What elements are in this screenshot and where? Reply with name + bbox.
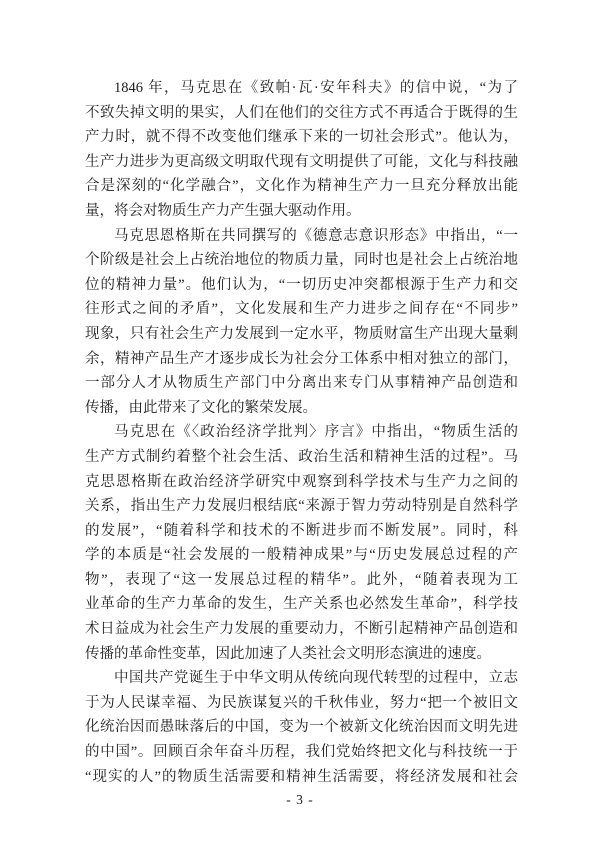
text-line: 往形式之间的矛盾”，文化发展和生产力进步之间存在“不同步” xyxy=(85,301,518,318)
text-line: 现象，只有社会生产力发展到一定水平，物质财富生产出现大量剩 xyxy=(85,325,518,342)
text-line: 位的精神力量”。他们认为，“一切历史冲突都根源于生产力和交 xyxy=(85,276,518,293)
text-line: 物”，表现了“这一发展总过程的精华”。此外，“随着表现为工 xyxy=(85,571,518,588)
text-line: 不致失掉文明的果实，人们在他们的交往方式不再适合于既得的生 xyxy=(85,104,518,121)
text-line: 克思恩格斯在政治经济学研究中观察到科学技术与生产力之间的 xyxy=(85,473,518,490)
text-line: 传播的革命性变革，因此加速了人类社会文明形态演进的速度。 xyxy=(85,645,491,662)
text-line: 业革命的生产力革命的发生，生产关系也必然发生革命”，科学技 xyxy=(85,596,518,613)
text-line: 量，将会对物质生产力产生强大驱动作用。 xyxy=(85,202,361,219)
text-line: 的发展”，“随着科学和技术的不断进步而不断发展”。同时，科 xyxy=(85,522,518,539)
text-line: 化统治因而愚昧落后的中国，变为一个被新文化统治因而文明先进 xyxy=(85,719,518,736)
text-line: 合是深刻的“化学融合”，文化作为精神生产力一旦充分释放出能 xyxy=(85,178,518,195)
paragraph xyxy=(85,420,518,666)
text-line: 1846 年，马克思在《致帕·瓦·安年科夫》的信中说，“为了 xyxy=(114,80,518,96)
paragraph xyxy=(85,666,518,789)
text-line: 关系，指出生产力发展归根结底“来源于智力劳动特别是自然科学 xyxy=(85,498,518,515)
text-line: 的中国”。回顾百余年奋斗历程，我们党始终把文化与科技统一于 xyxy=(85,744,518,761)
text-line: 学的本质是“社会发展的一般精神成果”与“历史发展总过程的产 xyxy=(85,547,518,564)
text-line: 中国共产党诞生于中华文明从传统向现代转型的过程中，立志 xyxy=(114,670,518,687)
page-number: - 3 - xyxy=(286,792,314,807)
text-line: 马克思恩格斯在共同撰写的《德意志意识形态》中指出，“一 xyxy=(114,227,518,244)
document-body xyxy=(85,76,518,789)
text-line: 产力时，就不得不改变他们继承下来的一切社会形式”。他认为， xyxy=(85,129,518,146)
text-line: 马克思在《〈政治经济学批判〉序言》中指出，“物质生活的 xyxy=(114,424,518,441)
text-line: 生产方式制约着整个社会生活、政治生活和精神生活的过程”。马 xyxy=(85,448,518,465)
paragraph xyxy=(85,76,518,224)
text-line: 术日益成为社会生产力发展的重要动力，不断引起精神产品创造和 xyxy=(85,621,518,638)
text-line: 传播，由此带来了文化的繁荣发展。 xyxy=(85,399,317,416)
text-line: 余，精神产品生产才逐步成长为社会分工体系中相对独立的部门， xyxy=(85,350,518,367)
text-line: 一部分人才从物质生产部门中分离出来专门从事精神产品创造和 xyxy=(85,375,518,392)
text-line: 生产力进步为更高级文明取代现有文明提供了可能，文化与科技融 xyxy=(85,153,518,170)
text-line: 于为人民谋幸福、为民族谋复兴的千秋伟业，努力“把一个被旧文 xyxy=(85,694,518,711)
text-line: “现实的人”的物质生活需要和精神生活需要，将经济发展和社会 xyxy=(85,768,518,785)
text-line: 个阶级是社会上占统治地位的物质力量，同时也是社会上占统治地 xyxy=(85,252,518,269)
paragraph xyxy=(85,224,518,421)
